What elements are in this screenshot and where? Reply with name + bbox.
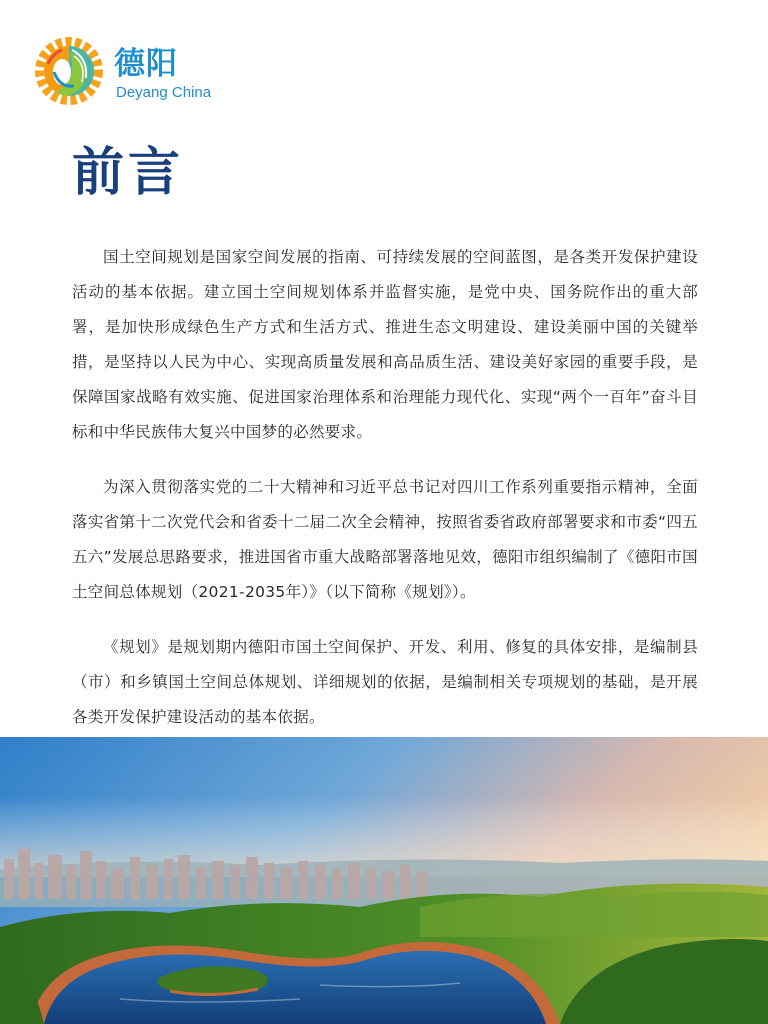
preface-body: [72, 240, 698, 755]
logo-chinese-name: 德阳: [114, 46, 178, 82]
logo-english-name: Deyang China: [116, 84, 212, 101]
landscape-photo: [0, 737, 768, 1024]
paragraph-3: 《规划》是规划期内德阳市国土空间保护、开发、利用、修复的具体安排，是编制县（市）和乡镇国土空间总体规划、详细规划的依据，是编制相关专项规划的基础，是开展各类开发保护建设活动的基本依据。: [72, 638, 698, 726]
deyang-logo: [34, 34, 234, 108]
paragraph-2: 为深入贯彻落实党的二十大精神和习近平总书记对四川工作系列重要指示精神，全面落实省第十二次党代会和省委十二届二次全会精神，按照省委省政府部署要求和市委“四五五六”发展总思路要求，推进国省市重大战略部署落地见效，德阳市组织编制了《德阳市国土空间总体规划（2021-2035年）》（以下简称《规划》）。: [72, 478, 698, 601]
gear-emblem-icon: [34, 34, 106, 108]
page-title: 前言: [72, 142, 185, 203]
paragraph-1: 国土空间规划是国家空间发展的指南、可持续发展的空间蓝图，是各类开发保护建设活动的基本依据。建立国土空间规划体系并监督实施，是党中央、国务院作出的重大部署，是加快形成绿色生产方式和生活方式、推进生态文明建设、建设美丽中国的关键举措，是坚持以人民为中心、实现高质量发展和高品质生活、建设美好家园的重要手段，是保障国家战略有效实施、促进国家治理体系和治理能力现代化、实现“两个一百年”奋斗目标和中华民族伟大复兴中国梦的必然要求。: [72, 248, 698, 441]
